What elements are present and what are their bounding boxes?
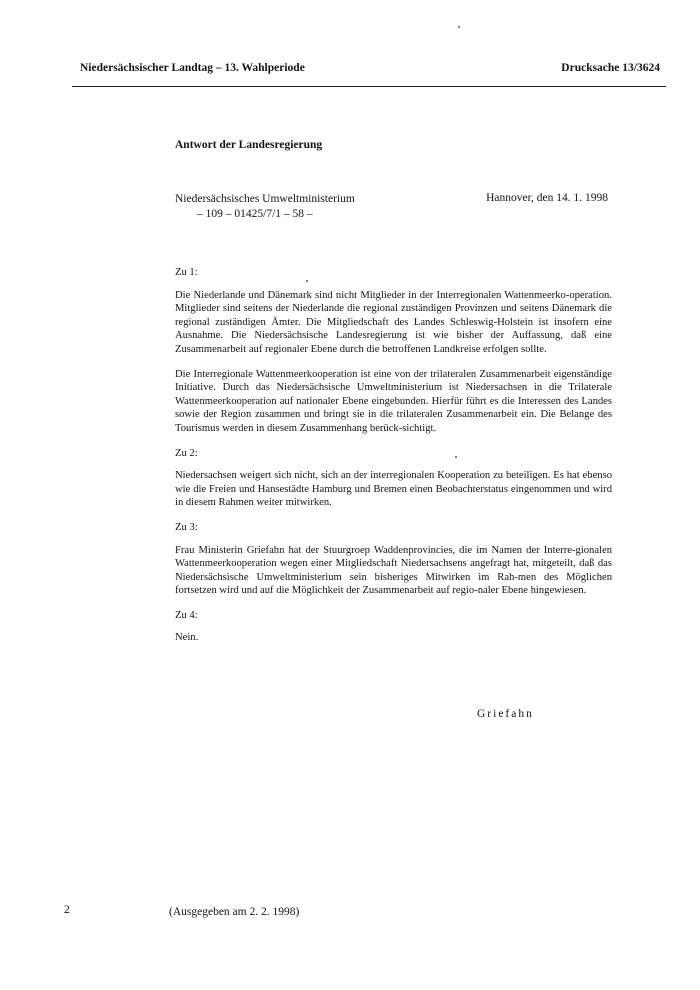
section-heading: Zu 1: bbox=[175, 267, 198, 278]
sender-block bbox=[175, 192, 355, 222]
header-document-number: Drucksache 13/3624 bbox=[561, 62, 660, 74]
document-body bbox=[175, 266, 612, 656]
section-heading: Zu 2: bbox=[175, 447, 198, 459]
page-number: 2 bbox=[64, 904, 70, 916]
paragraph: Nein. bbox=[175, 632, 199, 644]
scan-speck bbox=[306, 280, 308, 282]
dateline: Hannover, den 14. 1. 1998 bbox=[486, 192, 608, 204]
header-rule bbox=[72, 86, 666, 87]
paragraph: Niedersachsen weigert sich nicht, sich an der interregionalen Kooperation zu beteiligen. Es hat ebenso wie die Freien und Hansestädte Hamburg und Bremen einen Beobachterstatus eingenommen und wird in diesem Rahmen weiter mitwirken. bbox=[175, 470, 612, 509]
signature: Griefahn bbox=[477, 708, 534, 720]
scan-speck bbox=[455, 456, 457, 458]
header-parliament: Niedersächsischer Landtag – 13. Wahlperiode bbox=[80, 62, 305, 74]
ministry-name: Niedersächsisches Umweltministerium bbox=[175, 193, 355, 205]
paragraph: Die Niederlande und Dänemark sind nicht Mitglieder in der Interregionalen Wattenmeerko-operation. Mitglieder sind seitens der Niederlande die regional zuständigen Provinzen und seitens Dänemark die regional zuständigen Ämter. Die Mitgliedschaft des Landes Schleswig-Holstein ist insofern eine Ausnahme. Die Niedersächsische Landesregierung ist wie bisher der Auffassung, daß eine Zusammenarbeit auf regionaler Ebene durch die betroffenen Landkreise erfolgen sollte. bbox=[175, 289, 612, 355]
reference-number: – 109 – 01425/7/1 – 58 – bbox=[197, 208, 313, 220]
section-heading: Zu 4: bbox=[175, 609, 198, 621]
scan-speck bbox=[458, 26, 460, 28]
document-title: Antwort der Landesregierung bbox=[175, 139, 323, 151]
issued-date: (Ausgegeben am 2. 2. 1998) bbox=[169, 906, 300, 918]
paragraph: Die Interregionale Wattenmeerkooperation ist eine von der trilateralen Zusammenarbeit eigenständige Initiative. Durch das Niedersächsische Umweltministerium ist Niedersachsen in die Trilaterale Wattenmeerkooperation auf nationaler Ebene eingebunden. Hierfür führt es die Interessen des Landes sowie der Region zusammen und bringt sie in die trilateralen Zusammenarbeit ein. Die Belange des Tourismus werden in diesem Zusammenhang berück-sichtigt. bbox=[175, 368, 612, 434]
paragraph: Frau Ministerin Griefahn hat der Stuurgroep Waddenprovincies, die im Namen der Interre-gionalen Wattenmeerkooperation wegen einer Mitgliedschaft Niedersachsens angefragt hat, mitgeteilt, daß das Niedersächsische Umweltministerium sein bisheriges Mitwirken im Rah-men des Möglichen fortsetzen wird und auf die Möglichkeit der Zusammenarbeit auf regio-naler Ebene hingewiesen. bbox=[175, 544, 612, 597]
section-heading: Zu 3: bbox=[175, 521, 198, 533]
